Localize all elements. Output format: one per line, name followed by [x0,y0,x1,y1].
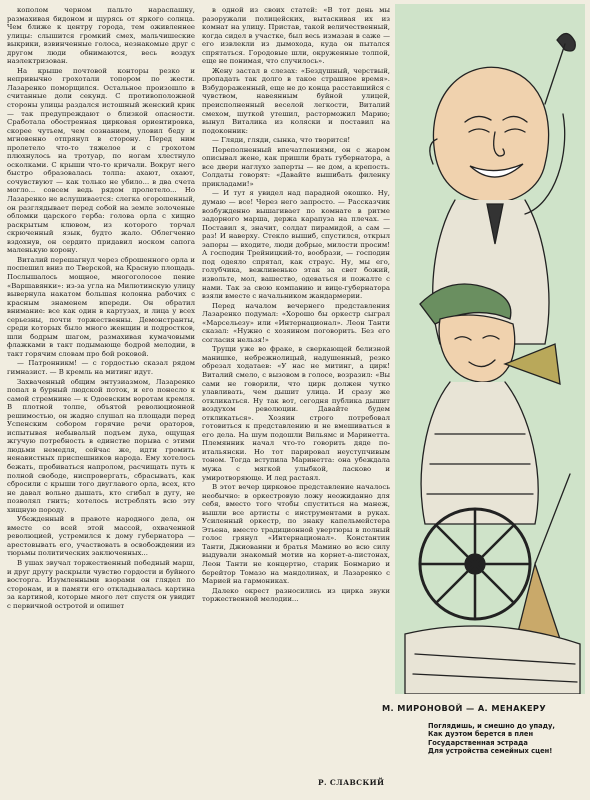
caricature-verse [428,722,588,755]
caricature-illustration [395,4,585,694]
paragraph: Жену застал в слезах: «Бездушный, черствый, пропадать так долго в такое страшное время». Взбудораженный, еще не до конца расставшийся с чувством, навеянным буйной улицей, преисполненный веселой легкости, Виталий смехом, шуткой утешил, расторможил Марию; вынул Виталика из коляски и поставил на подоконник: [202,66,390,135]
paragraph: Виталий перешагнул через сброшенного орла и поспешил вниз по Тверской, на Красную площадь. Послышалось мощное, многоголосое пение «Варшавянки»: из-за угла на Милютинскую улицу вывернула накатом большая колонна рабочих с красным знаменем впереди. Он обратил внимание: все как один в картузах, и лица у всех серьезны, почти торжественны. Демонстранты, среди которых было много женщин и подростков, шли бодрым шагом, размахивая кумачовыми флажками в такт подымающе бодрой мелодии, в такт горячим словам про бой роковой. [7,255,195,358]
caricature-drawing [395,4,585,694]
woman-dress [421,382,538,524]
paragraph: Трущи уже во фраке, в сверкающей белизной манишке, небрежнолицый, надушенный, резко обрезал ходатаев: «У нас не митинг, а цирк! Виталий смело, с вызовом в голосе, возразил: «Вы сами не говорили, что цирк должен чутко улавливать, чем дышит улица. И сразу же откликаться. Ну так вот, сегодня публика дышит воздухом революции. Давайте будем откликаться». Хозяин строго потребовал готовиться к представлению и не вмешиваться в его дела. На шум подошли Вильямс и Маринетта. Племянник начал что-то говорить дяде по-итальянски. Но тот парировал неуступчивым тоном. Тогда вступила Маринетта: она убеждала мужа с мягкой улыбкой, ласково и умиротворяюще. И лед растаял. [202,345,390,482]
tablecloth [405,626,580,694]
caricature-credit: М. МИРОНОВОЙ — А. МЕНАКЕРУ [382,703,547,713]
verse-line: Для устройства семейных сцен! [428,746,553,755]
paragraph: В ушах звучал торжественный победный марш, и друг другу раскрыли чувство гордости и буйного восторга. Изумленными взорами он глядел по сторонам, и в памяти его откладывалась картина за картиной, которые много лет спустя он увидит с первичной остротой и опишет [7,559,195,610]
paragraph: Далеко окрест разносились из цирка звуки торжественной мелодии... [202,586,390,604]
paragraph: Переполненный впечатлениями, он с жаром описывал жене, как пришли брать губернатора, а все двери наглухо заперты — не дом, а крепость. Солдаты говорят: «Давайте вышибать филенку прикладами!» [202,145,390,188]
paragraph: кополом черном пальто нараспашку, размахивая бидоном и щурясь от яркого солнца. Чем ближе к центру города, тем оживленнее улицы: слышится громкий смех, мальчишеские выкрики, взвинченные голоса, незнакомые друг с другом люди обнимаются, весь воздух наэлектризован. [7,6,195,66]
article-column-2 [202,6,390,604]
verse-line: Как дуэтом берется в плен [428,730,534,739]
woman-face [439,315,515,382]
microphone-icon [545,33,575,104]
paragraph: Захваченный общим энтузиазмом, Лазаренко попал в бурный людской поток, и его понесло к самой стремнине — к Одоевским воротам кремля. В плотной толпе, объятой революционной решимостью, он жадно слушал на площади перед Успенским собором горячие речи ораторов, испытывая небывалый подъем духа, ощущая жгучую потребность в единстве порыва с этими людьми немедля, сейчас же, идти громить ненавистных приспешников народа. Ему хотелось бежать, пробиваться напролом, расчищать путь к полной свободе, ниспровергать, сбрасывать, как сбросили с крыши того двуглавого орла, всех, кто не давал вольно дышать, кто сгибал в дугу, не позволял гнить; хотелось истреблять всю эту хищную породу. [7,377,195,514]
paragraph: На крыше почтовой конторы резко и непривычно грохотали топором по жести. Лазаренко поморщился. Остальное произошло в считанные доли секунд. С противоположной стороны улицы раздался истошный женский крик — так предупреждают о близкой опасности. Сработала обостренная цирковая ориентировка, скорее чутьем, чем сознанием, уловил беду и мгновенно отпрянул в сторону. Перед ним пролетело что-то тяжелое и с грохотом плюхнулось на тротуар, по ногам хлестнуло осколками. С крыши что-то кричали. Вокруг него быстро образовалась толпа: ахают, охают, сочувствуют — как только не убило... в два счета могло... совсем ведь рядом пролетело... Но Лазаренко не вслушивается: слегка огорошенный, он разглядывает перед собой на земле золоченые обломки царского герба: голова орла с хищно раскрытым клювом, из которого торчал скрюченный язык, будто жало. Облегченно вздохнув, он сердито придавил носком сапога маленькую корону. [7,66,195,255]
paragraph: — Патронникм! — с гордостью сказал рядом гимназист. — В кремль на митинг идут. [7,359,195,376]
paragraph: Убежденный в правоте народного дела, он вместе со всей этой массой, охваченной революцией, устремился к дому губернатора — арестовывать его, участвовать в освобождении из тюрьмы политических заключенных... [7,515,195,558]
paragraph: Перед началом вечернего представления Лазаренко подумал: «Хорошо бы оркестр сыграл «Марсельезу» или «Интернационал». Леон Танти сказал: «Нужно с хозяином поговорить. Без его согласия нельзя!» [202,301,390,344]
verse-line: Государственная эстрада [428,738,528,747]
paragraph: — И тут я увидел над парадной окошко. Ну, думаю — все! Через него запросто. — Рассказчик возбужденно вышагивает по комнате в ритме задорного марша, держа карапуза на плечах. — Поставил я, значит, солдат пирамидой, а сам — раз! И наверху. Стекло вышиб, спустился, открыл запоры — входите, люди добрые, милости просим! А господин Трейницкий-то, вообрази, — господин под одеяло спрятал, как страус. Ну, мы его, голубчика, вежливенько этак за свет божий, извольте, мол, вашество, одеваться и пожалте с нами. Так за свою компанию и вице-губернатора взяли вместе с начальником жандармерии. [202,189,390,301]
wheel-spokes [420,509,530,619]
verse-line: Поглядишь, и смешно до упаду, [428,722,555,730]
paragraph: в одной из своих статей: «В тот день мы разоружали полицейских, вытаскивая их из комнат на улицу. Пристав, такой величественный, когда сидел в участке, был весь измазан в саже — его извлекли из дымохода, куда он пытался спрятаться. Городовые шли, окруженные толпой, еще не понимая, что случилось». [202,6,390,66]
man-head [433,67,548,202]
paragraph: — Гляди, гляди, сынка, что творится! [212,136,351,145]
paragraph: В этот вечер цирковое представление началось необычно: в оркестровую ложу неожиданно для себя, вместо того чтобы спуститься на манеж, вышли все артисты с инструментами в руках. Усиленный оркестр, по знаку капельмейстера Этьена, вместо традиционной увертюры в полный голос грянул «Интернационал». Константин Танти, Джиованни и братья Мамино во всю силу выдували знакомый мотив на корнет-а-пистонах, Леон Танти не концертно, старик Бонмарио и берейтор Томазо на мандолинах, и Лазаренко с Марией на гармониках. [202,483,390,586]
author-signature: Р. СЛАВСКИЙ [318,778,385,787]
article-column-1 [7,6,195,610]
